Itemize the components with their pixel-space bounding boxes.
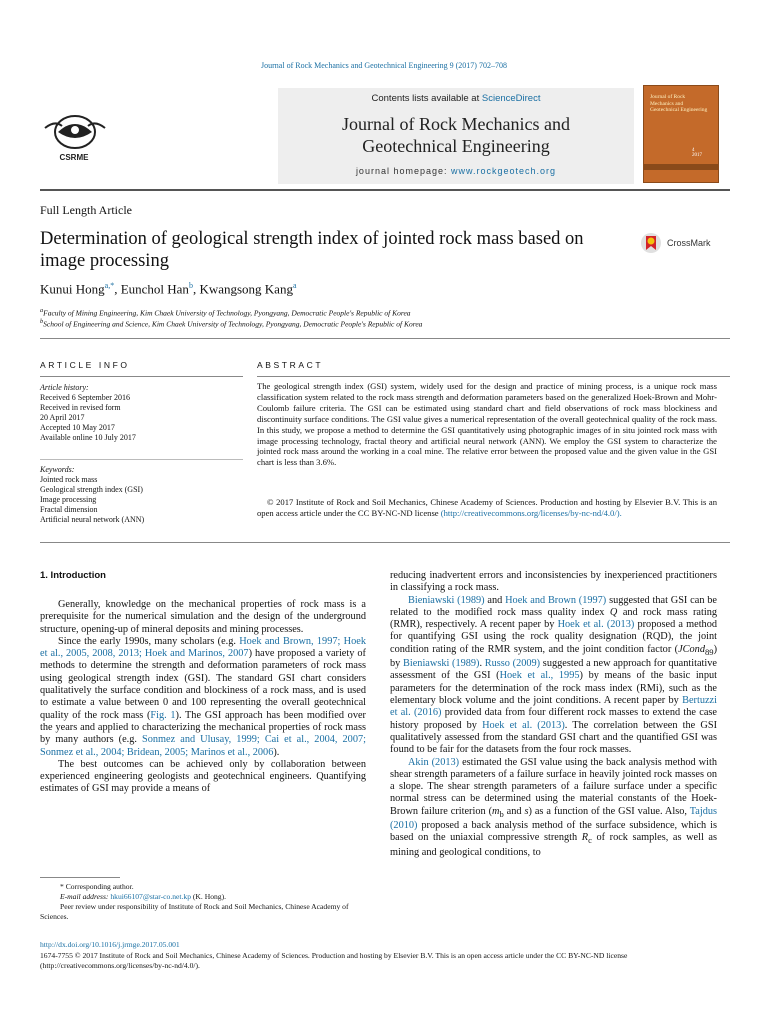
peer-review-note: Peer review under responsibility of Institute of Rock and Soil Mechanics, Chinese Academy of Sciences. <box>40 902 349 921</box>
citation-link[interactable]: Hoek et al. (2013) <box>557 619 635 631</box>
section-heading: 1. Introduction <box>40 570 106 581</box>
citation-link[interactable]: Hoek et al., 1995 <box>499 670 580 682</box>
citation-link[interactable]: Bieniawski (1989) <box>408 594 485 606</box>
affiliation-b: $^b$School of Engineering and Science, Kim Chaek University of Technology, Pyongyang, Democratic People's Republic of Korea <box>40 318 423 329</box>
cover-issue: 4 2017 <box>692 148 702 158</box>
keyword-item: Fractal dimension <box>40 505 98 514</box>
email-note: E-mail address: hkui66107@star-co.net.kp (K. Hong). <box>60 892 227 901</box>
paragraph: Bieniawski (1989) and Hoek and Brown (1997) suggested that GSI can be related to the modified rock mass quality index Q and rock mass rating (RMR), respectively. A recent paper by Hoek et al. (2013) proposed a method for quantifying GSI using the rock quality designation (RQD), the joint condition rating of the RMR system, and the joint condition factor (JCond$_{89}$) by Bieniawski (1989). Russo (2009) suggested a new approach for quantitative assessment of the GSI (Hoek et al., 1995) by means of the basic input parameters for the determination of the rock mass index (RMi), such as the elementary block volume and the joint conditions. A recent paper by Bertuzzi et al. (2016) provided data from four different rock masses to extend the case history proposed by Hoek et al. (2013). The correlation between the GSI qualitatively assessed from the standard GSI chart and the quantified GSI was found to be fair for the datasets from the four rock masses. <box>390 594 718 756</box>
author-name[interactable]: Eunchol Han <box>120 281 189 297</box>
keywords-label: Keywords: <box>40 465 75 474</box>
citation-link[interactable]: Akin (2013) <box>408 756 460 768</box>
citation-link[interactable]: Hoek and Brown, 1997; Hoek et al., 2005, 2008, 2013; Hoek and Marinos, 2007 <box>40 635 366 660</box>
paragraph: Since the early 1990s, many scholars (e.g. Hoek and Brown, 1997; Hoek et al., 2005, 2008, 2013; Hoek and Marinos, 2007) have proposed a variety of methods to determine the strength and deformation parameters of rock mass using geological strength index (GSI). The standard GSI chart considers qualitatively the surface condition and blockiness of a rock mass, and is used to estimate a value between 0 and 100 representing the overall geotechnical quality of the rock mass (Fig. 1). The GSI approach has been modified over the years and applied to characterizing the mechanical properties of rock mass by many authors (e.g. Sonmez and Ulusay, 1999; Cai et al., 2004, 2007; Sonmez et al., 2004; Bridean, 2005; Marinos et al., 2006). <box>40 635 366 758</box>
article-type: Full Length Article <box>40 203 132 217</box>
citation-link[interactable]: Russo (2009) <box>484 658 541 670</box>
keyword-item: Image processing <box>40 495 97 504</box>
paragraph: reducing inadvertent errors and inconsistencies by inexperienced practitioners in classifying a rock mass. <box>390 570 717 594</box>
paragraph: The best outcomes can be achieved only by collaboration between experienced engineering geologists and geotechnical engineers. Quantifying estimates of GSI may provide a means of <box>40 758 366 795</box>
email-link[interactable]: hkui66107@star-co.net.kp <box>110 892 191 901</box>
doi-link[interactable]: http://dx.doi.org/10.1016/j.jrmge.2017.05.001 <box>40 940 180 949</box>
citation-link[interactable]: Hoek and Brown (1997) <box>505 594 607 606</box>
cover-band <box>644 164 718 170</box>
journal-title-line-2: Geotechnical Engineering <box>362 136 550 156</box>
affiliation-a: $^a$Faculty of Mining Engineering, Kim Chaek University of Technology, Pyongyang, Democratic People's Republic of Korea <box>40 307 411 318</box>
crossmark-icon[interactable] <box>640 232 662 254</box>
cover-title: Journal of Rock Mechanics and Geotechnical Engineering <box>650 94 708 113</box>
abstract-text: The geological strength index (GSI) system, widely used for the design and practice of mining process, is a unique rock mass classification system related to the rock mass strength and deformation parameters based on the generalized Hoek-Brown and Mohr-Coulomb failure criteria. The GSI can be estimated using standard chart and field observations of rock mass blockiness and discontinuity surface conditions. The GSI value gives a numerical representation of the overall geotechnical quality of the rock mass. In this study, we propose a method to determine the GSI quantitatively using photographic images of in situ jointed rock mass with image processing technology, fractal theory and artificial neural network (ANN). We employ the GSI system to characterize the jointed rock mass around the working in a coal mine. The relative error between the proposed value and the given value in the GSI chart is less than 3.6%. <box>257 381 717 468</box>
body-column-left <box>40 599 366 796</box>
journal-cover-thumbnail[interactable] <box>643 85 719 183</box>
citation-link[interactable]: Bieniawski (1989) <box>403 658 480 670</box>
contents-line <box>278 93 634 104</box>
divider <box>40 376 243 377</box>
author-list: Kunui Hong$^{a,*}$, Eunchol Han$^b$, Kwangsong Kang$^a$ <box>40 281 297 297</box>
divider <box>257 376 730 377</box>
article-info-heading: ARTICLE INFO <box>40 360 130 370</box>
history-label: Article history: <box>40 383 89 392</box>
paragraph: Akin (2013) estimated the GSI value using the back analysis method with shear strength parameters of a failure surface in heavily jointed rock masses on a slope. The shear strength parameters of a failure surface under a specific normal stress can be determined using the material constants of the Hoek-Brown failure criterion ($m_b$ and s) as a function of the GSI value. Also, Tajdus (2010) proposed a back analysis method of the surface subsidence, which is based on the uniaxial compressive strength $R_c$ of rock samples, as well as mining and geological conditions, to <box>390 756 718 858</box>
author-name[interactable]: Kunui Hong <box>40 281 105 297</box>
journal-citation-line[interactable]: Journal of Rock Mechanics and Geotechnical Engineering 9 (2017) 702–708 <box>261 61 507 70</box>
contents-prefix: Contents lists available at <box>371 93 482 104</box>
keyword-item: Artificial neural network (ANN) <box>40 515 145 524</box>
keyword-list <box>40 465 144 525</box>
paper-title: Determination of geological strength index of jointed rock mass based on image processing <box>40 229 584 271</box>
keyword-item: Jointed rock mass <box>40 475 98 484</box>
abstract-copyright: © 2017 Institute of Rock and Soil Mechanics, Chinese Academy of Sciences. Production and hosting by Elsevier B.V. This is an open access article under the CC BY-NC-ND license (http://creativecommons.org/licenses/by-nc-nd/4.0/). <box>257 497 717 518</box>
figure-link[interactable]: Fig. 1 <box>150 709 176 721</box>
keyword-item: Geological strength index (GSI) <box>40 485 143 494</box>
header-divider <box>40 189 730 191</box>
footnote-divider <box>40 877 120 878</box>
footnotes <box>40 882 366 922</box>
divider <box>40 459 243 460</box>
logo-text: CSRME <box>59 153 89 162</box>
citation-link[interactable]: Bertuzzi et al. (2016) <box>390 695 717 719</box>
author-affil-marker[interactable]: b <box>188 281 193 290</box>
history-item: Accepted 10 May 2017 <box>40 423 115 432</box>
paragraph: Generally, knowledge on the mechanical properties of rock mass is a prerequisite for the numerical simulation and the design of the underground structure, opening-up of mineral deposits and mining processes. <box>40 599 366 635</box>
author-name[interactable]: Kwangsong Kang <box>199 281 293 297</box>
history-item: Received 6 September 2016 <box>40 393 130 402</box>
homepage-link[interactable]: www.rockgeotech.org <box>451 166 557 176</box>
journal-homepage-line <box>278 166 634 176</box>
citation-link[interactable]: Hoek et al. (2013) <box>482 719 565 731</box>
abstract-heading: ABSTRACT <box>257 360 324 370</box>
homepage-prefix: journal homepage: <box>355 166 451 176</box>
history-item: Available online 10 July 2017 <box>40 433 136 442</box>
license-link[interactable]: (http://creativecommons.org/licenses/by-nc-nd/4.0/). <box>440 507 622 518</box>
history-item: 20 April 2017 <box>40 413 85 422</box>
citation-link[interactable]: Tajdus (2010) <box>390 805 717 832</box>
sciencedirect-link[interactable]: ScienceDirect <box>481 93 541 104</box>
bottom-copyright: 1674-7755 © 2017 Institute of Rock and Soil Mechanics, Chinese Academy of Sciences. Production and hosting by Elsevier B.V. This is an open access article under the CC BY-NC-ND license (http://creativecommons.org/licenses/by-nc-nd/4.0/). <box>40 951 628 970</box>
divider <box>40 542 730 543</box>
history-item: Received in revised form <box>40 403 121 412</box>
journal-title <box>278 113 634 157</box>
article-history <box>40 383 136 443</box>
journal-title-line-1: Journal of Rock Mechanics and <box>342 114 570 134</box>
divider <box>40 338 730 339</box>
author-affil-marker[interactable]: a <box>292 281 297 290</box>
crossmark-label[interactable]: CrossMark <box>667 238 711 248</box>
author-affil-marker[interactable]: a,* <box>104 281 115 290</box>
body-column-right <box>390 570 717 859</box>
citation-link[interactable]: Sonmez and Ulusay, 1999; Cai et al., 2004, 2007; Sonmez et al., 2004; Bridean, 2005; Marinos et al., 2006 <box>40 734 366 758</box>
corresponding-author-note: * Corresponding author. <box>60 882 134 891</box>
